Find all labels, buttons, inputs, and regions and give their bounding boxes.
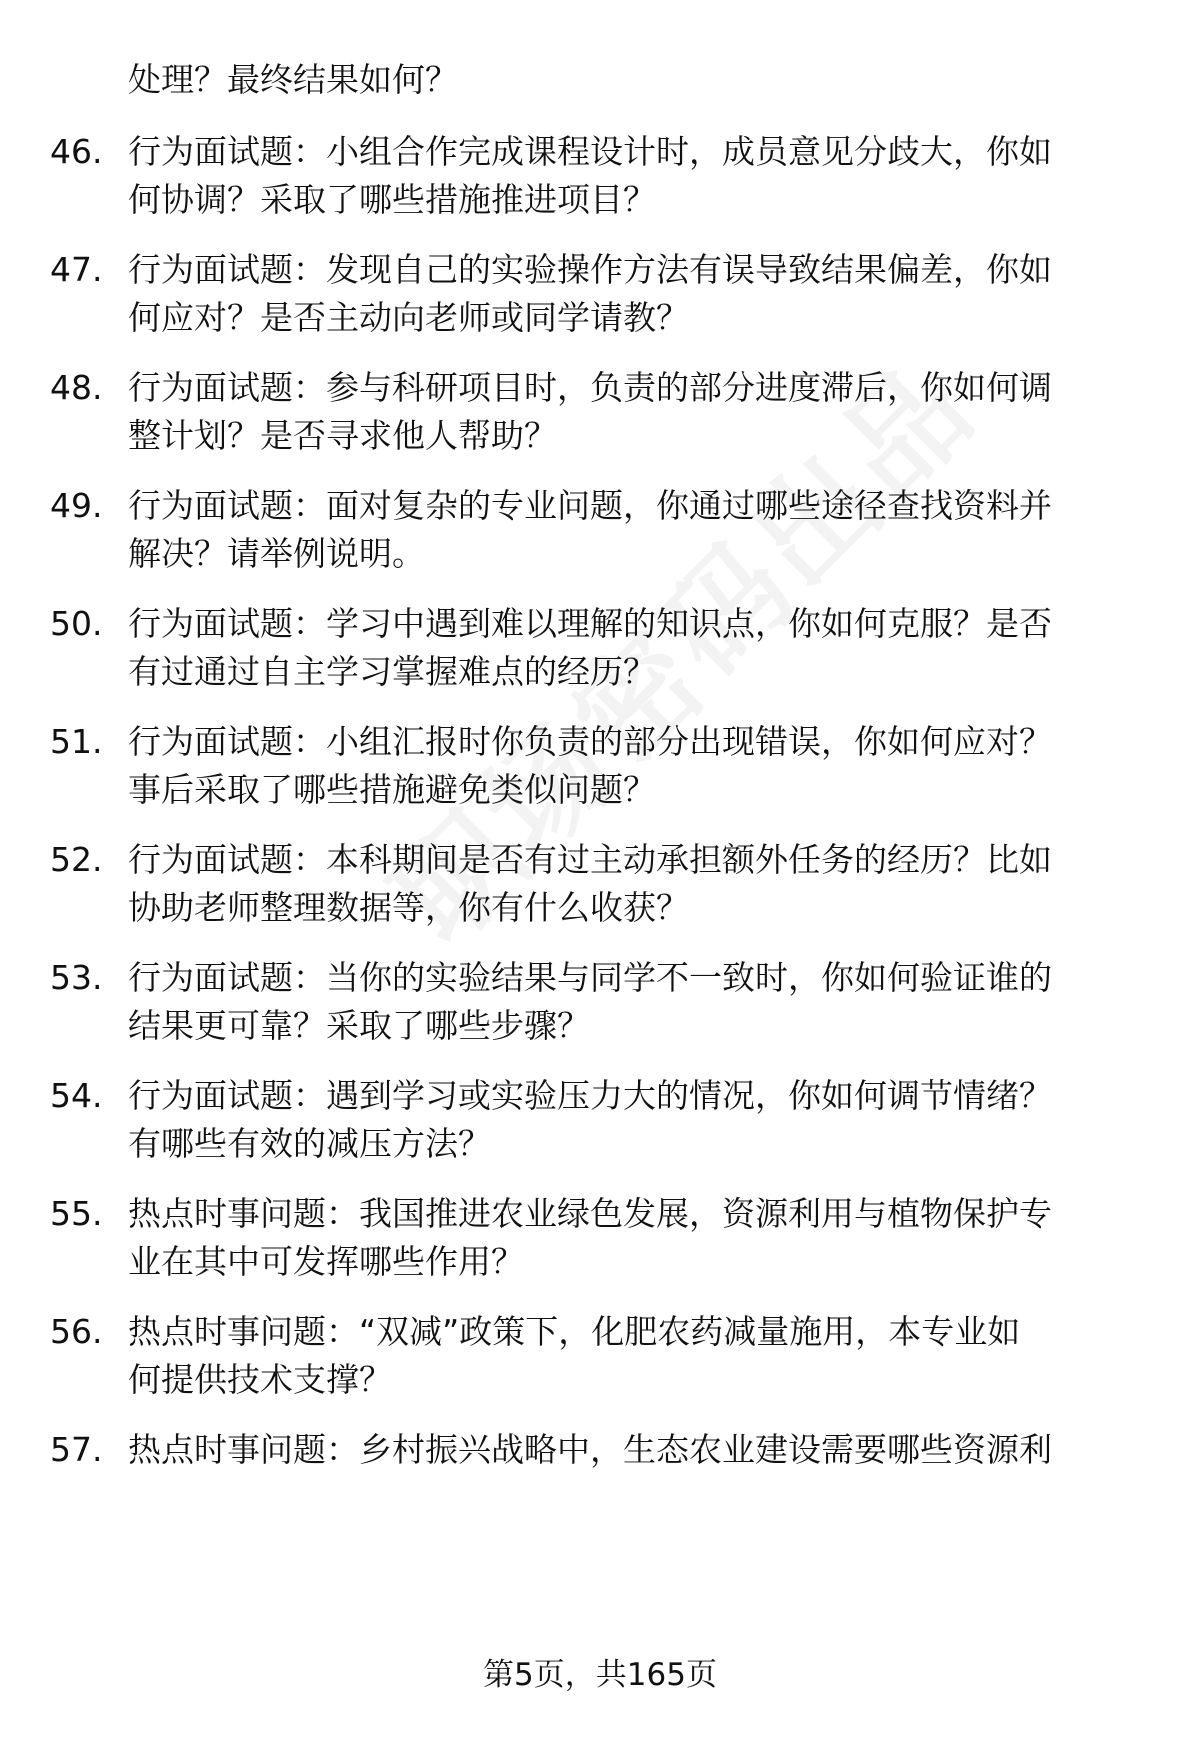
question-text-line: 结果更可靠？采取了哪些步骤？ bbox=[128, 1006, 590, 1045]
question-text-line: 行为面试题：本科期间是否有过主动承担额外任务的经历？比如 bbox=[128, 840, 1052, 879]
question-text-line: 行为面试题：当你的实验结果与同学不一致时，你如何验证谁的 bbox=[128, 958, 1052, 997]
question-item bbox=[50, 718, 1160, 828]
question-item bbox=[50, 482, 1160, 592]
question-text-line: 行为面试题：发现自己的实验操作方法有误导致结果偏差，你如 bbox=[128, 250, 1052, 289]
question-text-line: 事后采取了哪些措施避免类似问题？ bbox=[128, 770, 656, 809]
question-text-line: 行为面试题：小组合作完成课程设计时，成员意见分歧大，你如 bbox=[128, 132, 1052, 171]
question-text-line: 热点时事问题：“双减”政策下，化肥农药减量施用，本专业如 bbox=[128, 1312, 1021, 1351]
question-number: 49. bbox=[50, 486, 103, 525]
question-text-line: 业在其中可发挥哪些作用？ bbox=[128, 1242, 524, 1281]
question-text-line: 行为面试题：学习中遇到难以理解的知识点，你如何克服？是否 bbox=[128, 604, 1052, 643]
question-number: 46. bbox=[50, 132, 103, 171]
question-number: 52. bbox=[50, 840, 103, 879]
question-text-line: 行为面试题：参与科研项目时，负责的部分进度滞后，你如何调 bbox=[128, 368, 1052, 407]
question-text-line: 有过通过自主学习掌握难点的经历？ bbox=[128, 652, 656, 691]
question-item bbox=[50, 1190, 1160, 1300]
question-item bbox=[50, 1072, 1160, 1182]
question-number: 53. bbox=[50, 958, 103, 997]
question-text-line: 解决？请举例说明。 bbox=[128, 534, 425, 573]
question-text-line: 行为面试题：面对复杂的专业问题，你通过哪些途径查找资料并 bbox=[128, 486, 1052, 525]
question-item bbox=[50, 1308, 1160, 1418]
continuation-text: 处理？最终结果如何？ bbox=[128, 60, 458, 99]
question-item bbox=[50, 1426, 1160, 1536]
question-text-line: 有哪些有效的减压方法？ bbox=[128, 1124, 491, 1163]
question-text-line: 行为面试题：小组汇报时你负责的部分出现错误，你如何应对？ bbox=[128, 722, 1052, 761]
question-text-line: 何协调？采取了哪些措施推进项目？ bbox=[128, 180, 656, 219]
question-text-line: 何提供技术支撑？ bbox=[128, 1360, 392, 1399]
question-number: 54. bbox=[50, 1076, 103, 1115]
question-number: 50. bbox=[50, 604, 103, 643]
question-item bbox=[50, 246, 1160, 356]
question-number: 48. bbox=[50, 368, 103, 407]
page-footer: 第5页，共165页 bbox=[483, 1657, 717, 1693]
question-text-line: 热点时事问题：我国推进农业绿色发展，资源利用与植物保护专 bbox=[128, 1194, 1052, 1233]
question-number: 47. bbox=[50, 250, 103, 289]
question-text-line: 协助老师整理数据等，你有什么收获？ bbox=[128, 888, 689, 927]
question-number: 55. bbox=[50, 1194, 103, 1233]
question-item bbox=[50, 836, 1160, 946]
question-item bbox=[50, 364, 1160, 474]
question-text-line: 何应对？是否主动向老师或同学请教？ bbox=[128, 298, 689, 337]
question-text-line: 行为面试题：遇到学习或实验压力大的情况，你如何调节情绪？ bbox=[128, 1076, 1052, 1115]
question-item bbox=[50, 600, 1160, 710]
question-number: 57. bbox=[50, 1430, 103, 1469]
question-text-line: 整计划？是否寻求他人帮助？ bbox=[128, 416, 557, 455]
question-item bbox=[50, 128, 1160, 238]
question-number: 51. bbox=[50, 722, 103, 761]
question-number: 56. bbox=[50, 1312, 103, 1351]
question-text-line: 热点时事问题：乡村振兴战略中，生态农业建设需要哪些资源利 bbox=[128, 1430, 1052, 1469]
question-item bbox=[50, 954, 1160, 1064]
